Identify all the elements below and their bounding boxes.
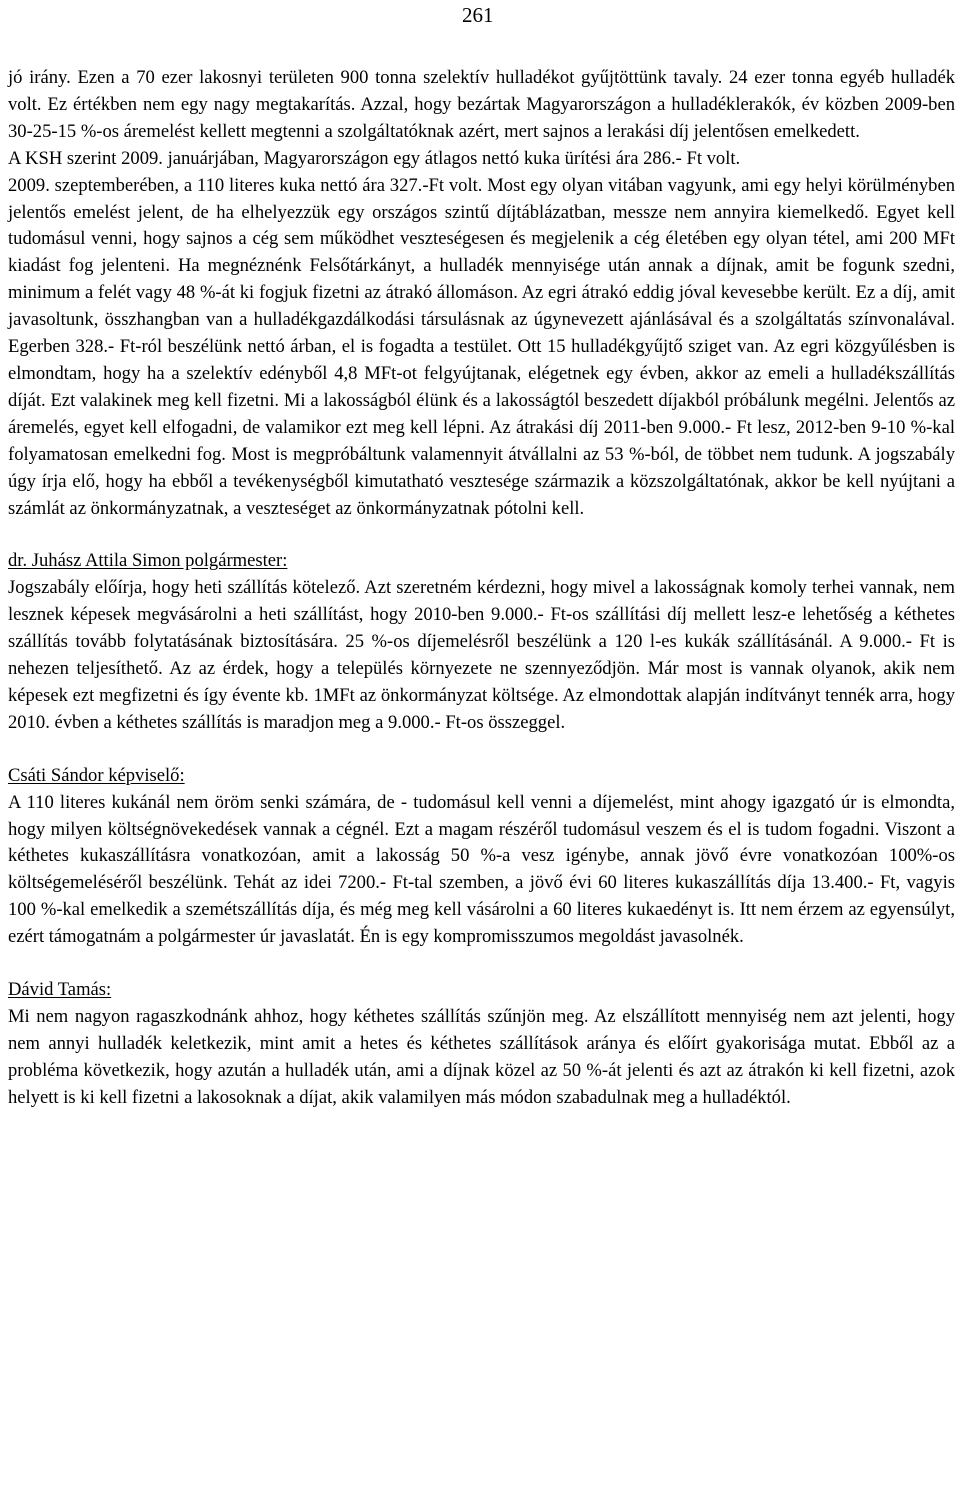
page-number: 261 — [462, 3, 494, 27]
document-body — [8, 65, 955, 1112]
paragraph-spacer — [8, 737, 955, 763]
intro-paragraph: jó irány. Ezen a 70 ezer lakosnyi területen 900 tonna szelektív hulladékot gyűjtöttünk tavaly. 24 ezer tonna egyéb hulladék volt. Ez értékben nem egy nagy megtakarítás. Azzal, hogy bezártak Magyarországon a hulladéklerakók, év közben 2009-ben 30-25-15 %-os áremelést kellett megtenni a szolgáltatóknak azért, mert sajnos a lerakási díj jelentősen emelkedett. — [8, 67, 955, 142]
intro-paragraph: A KSH szerint 2009. januárjában, Magyarországon egy átlagos nettó kuka ürítési ára 286.- Ft volt. — [8, 147, 741, 169]
speaker-block — [8, 977, 955, 1112]
speaker-statement: Mi nem nagyon ragaszkodnánk ahhoz, hogy kéthetes szállítás szűnjön meg. Az elszállított mennyiség nem azt jelenti, hogy nem annyi hulladék keletkezik, mint amit a hetes és kéthetes szállítások aránya és előírt gyakorisága mutat. Ebből az a probléma következik, hogy azután a hulladék után, ami a díjnak közel az 50 %-át jelenti és azt az átrakón ki kell fizetni, azok helyett is ki kell fizetni a lakosoknak a díjat, akik valamilyen más módon szabadulnak meg a hulladéktól. — [8, 1006, 955, 1108]
paragraph-spacer — [8, 951, 955, 977]
speaker-name: Csáti Sándor képviselő: — [8, 764, 185, 786]
speaker-block — [8, 763, 955, 951]
speaker-name: dr. Juhász Attila Simon polgármester: — [8, 550, 288, 572]
speaker-name: Dávid Tamás: — [8, 979, 112, 1001]
speaker-block — [8, 548, 955, 736]
speaker-statement: Jogszabály előírja, hogy heti szállítás kötelező. Azt szeretném kérdezni, hogy mivel a lakosságnak komoly terhei vannak, nem lesznek képesek megvásárolni a heti szállítást, hogy 2010-ben 9.000.- Ft-os szállítási díj mellett lesz-e lehetőség a kéthetes szállítás tovább folytatásának biztosítására. 25 %-os díjemelésről beszélünk a 120 l-es kukák szállításánál. A 9.000.- Ft is nehezen teljesíthető. Az az érdek, hogy a település környezete ne szennyeződjön. Már most is vannak olyanok, akik nem képesek ezt megfizetni és így évente kb. 1MFt az önkormányzat költsége. Az elmondottak alapján indítványt tennék arra, hogy 2010. évben a kéthetes szállítás is maradjon meg a 9.000.- Ft-os összeggel. — [8, 577, 955, 733]
speaker-statement: A 110 literes kukánál nem öröm senki számára, de - tudomásul kell venni a díjemelést, mint ahogy igazgató úr is elmondta, hogy milyen költségnövekedések vannak a cégnél. Ezt a magam részéről tudomásul veszem és el is tudom fogadni. Viszont a kéthetes kukaszállításra vonatkozóan, amit a lakosság 50 %-a vesz igénybe, annak jövő évre vonatkozóan 100%-os költségemeléséről beszélünk. Tehát az idei 7200.- Ft-tal szemben, a jövő évi 60 literes kukaszállítás díja 13.400.- Ft, vagyis 100 %-kal emelkedik a szemétszállítás díja, és még meg kell vásárolni a 60 literes kukaedényt is. Itt nem érzem az egyensúlyt, ezért támogatnám a polgármester úr javaslatát. Én is egy kompromisszumos megoldást javasolnék. — [8, 791, 955, 948]
intro-paragraph: 2009. szeptemberében, a 110 literes kuka nettó ára 327.-Ft volt. Most egy olyan vitában vagyunk, ami egy helyi körülményben jelentős emelést jelent, de ha elhelyezzük egy országos szintű díjtáblázatban, messze nem annyira kiemelkedő. Egyet kell tudomásul venni, hogy sajnos a cég sem működhet veszteségesen és megjelenik a cég életében egy olyan tétel, ami 200 MFt kiadást fog jelenteni. Ha megnéznénk Felsőtárkányt, a hulladék mennyisége után annak a díjnak, amit be fogunk szedni, minimum a felét vagy 48 %-át ki fogjuk fizetni az átrakó állomáson. Az egri átrakó eddig jóval kevesebbe került. Ez a díj, amit javasoltunk, összhangban van a hulladékgazdálkodási társulásnak az úgynevezett ajánlásával és a szolgáltatás színvonalával. Egerben 328.- Ft-ról beszélünk nettó árban, el is fogadta a testület. Ott 15 hulladékgyűjtő sziget van. Az egri közgyűlésben is elmondtam, hogy ha a szelektív edényből 4,8 MFt-ot felgyújtanak, elégetnek egy évben, akkor az emeli a hulladékszállítás díját. Ezt valakinek meg kell fizetni. Mi a lakosságból élünk és a lakosságtól beszedett díjakból próbálunk megélni. Jelentős az áremelés, egyet kell elfogadni, de valamikor ezt meg kell lépni. Az átrakási díj 2011-ben 9.000.- Ft lesz, 2012-ben 9-10 %-kal folyamatosan emelkedni fog. Most is megpróbáltunk valamennyit átvállalni az 53 %-ból, de többet nem tudunk. A jogszabály úgy írja elő, hogy ha ebből a tevékenységből kimutatható vesztesége származik a közszolgáltatónak, akkor be kell nyújtani a számlát az önkormányzatnak, a veszteséget az önkormányzatnak pótolni kell. — [8, 174, 955, 519]
paragraph-spacer — [8, 522, 955, 548]
